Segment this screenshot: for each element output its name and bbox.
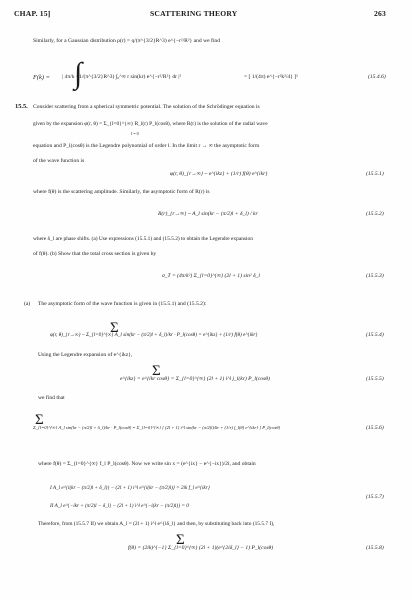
problem-statement-line-2: given by the expansion φ(r, θ) = Σ_{l=0}^{∞} R_l(r) P_l(cosθ), where R(r) is the solution of the radial wave — [33, 121, 268, 127]
eq-number-15-5-6: (15.5.6) — [366, 425, 384, 431]
integral-sign: ∫ — [74, 57, 83, 90]
sum-sign-eq5: Σ — [152, 363, 161, 379]
eq-number-15-5-1: (15.5.1) — [366, 171, 384, 177]
eq-15-5-1: φ(r, θ)_{r→∞} ~ e^{ikz} + (1/r) f(θ) e^{ikr} — [170, 171, 268, 177]
eq-number-15-5-5: (15.5.5) — [366, 376, 384, 382]
eq-15-4-6-lhs: F(k) = — [33, 74, 50, 81]
eq-15-4-6-rhs: = [ 1/(4π) e^{−r²k²/4} ]² — [244, 74, 298, 80]
solution-line-1: The asymptotic form of the wave function is given in (15.5.1) and (15.5.2): — [38, 301, 207, 307]
sum-sign-eq4: Σ — [110, 320, 119, 336]
intro-text: Similarly, for a Gaussian distribution ρ(r) = q/(π^{3/2}R^3) e^{−r²/R²} and we find — [33, 38, 221, 44]
solution-line-5: Therefore, from (15.5.7 II) we obtain A_l = (2l + 1) i^l e^{iδ_l} and then, by substituting back into (15.5.7 I), — [38, 521, 275, 527]
solution-line-4: where f(θ) = Σ_{l=0}^{∞} f_l P_l(cosθ). Now we write sin x = (e^{ix} − e^{−ix})/2i, and obtain — [38, 461, 256, 467]
solution-line-2: Using the Legendre expansion of e^{ikz}, — [38, 352, 133, 358]
sum-limit-l0: l = 0 — [131, 131, 139, 136]
eq-15-5-2: R(r)_{r→∞} ~ A_l sin(kr − (π/2)l + δ_l) / kr — [158, 211, 258, 217]
problem-statement-line-5: where f(θ) is the scattering amplitude. Similarly, the asymptotic form of R(r) is — [33, 189, 210, 195]
eq-15-5-8: f(θ) = (2ik)^{−1} Σ_{l=0}^{∞} (2l + 1)(e^{2iδ_l} − 1) P_l(cosθ) — [128, 545, 274, 551]
solution-part-label: (a) — [24, 301, 31, 307]
eq-number-15-5-2: (15.5.2) — [366, 211, 384, 217]
problem-statement-line-7: of f(θ). (b) Show that the total cross section is given by — [33, 251, 157, 257]
problem-statement-line-4: of the wave function is — [33, 158, 85, 164]
eq-number-15-5-8: (15.5.8) — [366, 545, 384, 551]
eq-15-5-3: σ_T = (4π/k²) Σ_{l=0}^{∞} (2l + 1) sin² δ_l — [162, 273, 260, 279]
eq-number-15-5-4: (15.5.4) — [366, 332, 384, 338]
sum-sign-eq6-left: Σ — [35, 412, 44, 428]
eq-number-15-4-6: (15.4.6) — [368, 74, 386, 80]
solution-line-3: we find that — [38, 395, 65, 401]
page-number: 263 — [374, 9, 386, 18]
eq-15-5-6: Σ_{l=0}^{∞} A_l sin(kr − (π/2)l + δ_l)/kr · P_l(cosθ) = Σ_{l=0}^{∞} [ (2l + 1) i^l sin(kr − (π/2)l)/kr + (1/r) f_l(θ) e^{ikr} ] P_l(cosθ) — [33, 425, 281, 430]
eq-15-4-6-middle: | 4π/k · 1/(π^{3/2}R^3) ∫₀^∞ r sin(kr) e^{−r²/R²} dr |² — [62, 74, 182, 80]
problem-number: 15.5. — [15, 103, 28, 110]
eq-15-5-7-part-2: II A_l e^{−ikr + (π/2)l − δ_l} − (2l + 1) i^l e^{−i(kr − (π/2)l)} = 0 — [50, 503, 189, 509]
eq-number-15-5-7: (15.5.7) — [366, 494, 384, 500]
eq-15-5-4: φ(r, θ)_{r→∞} ~ Σ_{l=0}^{∞} A_l sin(kr − (π/2)l + δ_l)/kr · P_l(cosθ) = e^{ikz} + (1/r) f(θ) e^{ikr} — [50, 332, 258, 338]
eq-15-5-5: e^{ikz} = e^{ikr cosθ} = Σ_{l=0}^{∞} (2l + 1) i^l j_l(kr) P_l(cosθ) — [120, 376, 270, 382]
chapter-label: CHAP. 15] — [14, 9, 51, 18]
problem-statement-line-6: where δ_l are phase shifts. (a) Use expressions (15.5.1) and (15.5.2) to obtain the Legendre expansion — [33, 236, 253, 242]
eq-number-15-5-3: (15.5.3) — [366, 273, 384, 279]
running-title: SCATTERING THEORY — [150, 9, 238, 18]
problem-statement-line-1: Consider scattering from a spherical symmetric potential. The solution of the Schrödinger equation is — [33, 104, 260, 110]
problem-statement-line-3: equation and P_l(cosθ) is the Legendre polynomial of order l. In the limit r → ∞ the asymptotic form — [33, 143, 260, 149]
eq-15-5-7-part-1: I A_l e^{i(kr − (π/2)l + δ_l)} − (2l + 1) i^l e^{i(kr − (π/2)l)} = 2ik f_l e^{ikr} — [50, 485, 210, 491]
sum-sign-eq8: Σ — [176, 532, 185, 548]
